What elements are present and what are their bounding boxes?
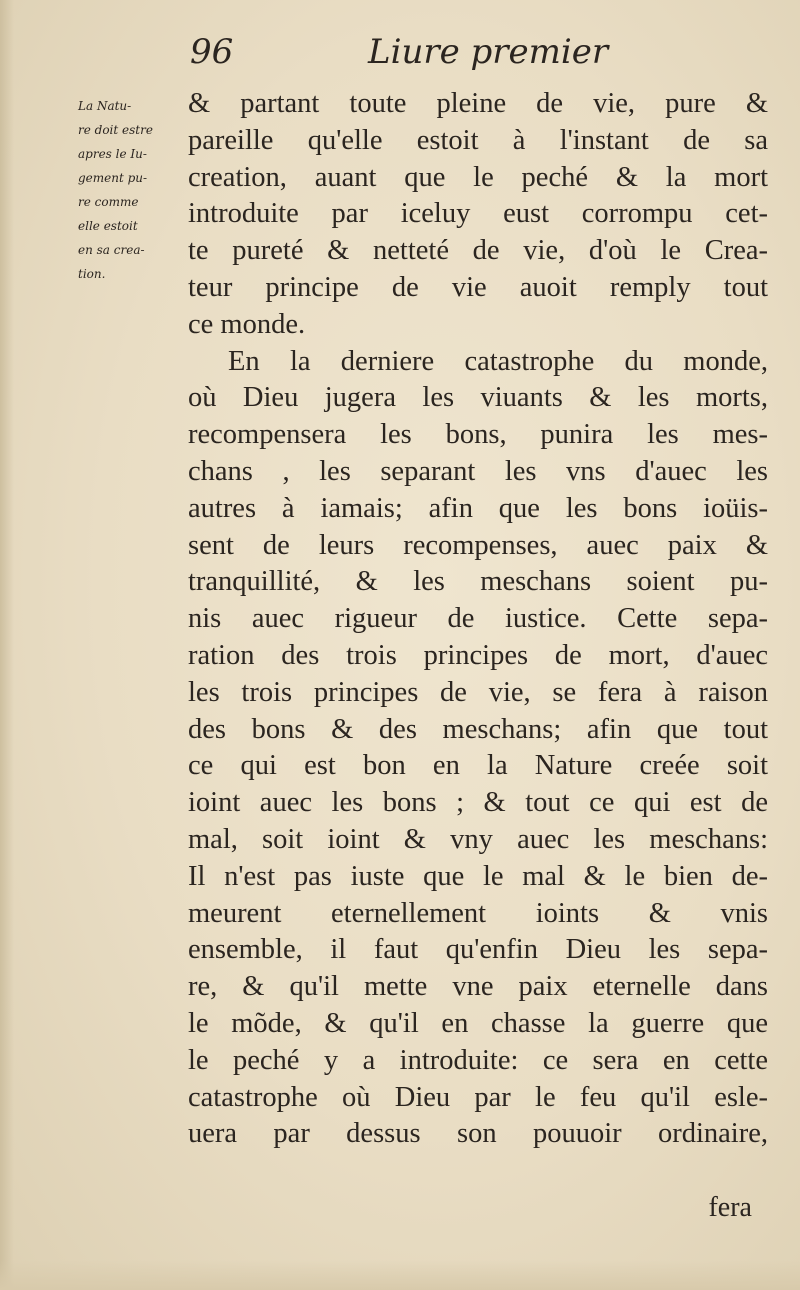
text-line: Il n'est pas iuste que le mal & le bien de-	[188, 860, 768, 892]
text-line: creation, auant que le peché & la mort	[188, 161, 768, 193]
text-line: tranquillité, & les meschans soient pu-	[188, 566, 768, 598]
margin-note-line: re comme	[78, 195, 139, 209]
text-line: sent de leurs recompenses, auec paix &	[188, 529, 768, 561]
margin-note-line: tion.	[78, 267, 106, 281]
running-title: Liure premier	[368, 32, 609, 72]
text-line: ce qui est bon en la Nature creée soit	[188, 750, 768, 782]
text-line: & partant toute pleine de vie, pure &	[188, 88, 768, 119]
text-line: où Dieu jugera les viuants & les morts,	[188, 382, 768, 414]
text-line: chans , les separant les vns d'auec les	[188, 455, 768, 487]
text-line: mal, soit ioint & vny auec les meschans:	[188, 823, 768, 855]
text-line: le mõde, & qu'il en chasse la guerre que	[188, 1007, 768, 1039]
margin-note-line: gement pu-	[78, 171, 148, 185]
text-line: catastrophe où Dieu par le feu qu'il esle-	[188, 1081, 768, 1113]
catchword: fera	[708, 1192, 752, 1223]
text-line: ce monde.	[188, 308, 306, 340]
text-line: nis auec rigueur de iustice. Cette sepa-	[188, 603, 768, 635]
page-bottom-shadow	[0, 1260, 800, 1290]
text-line: ensemble, il faut qu'enfin Dieu les sepa-	[188, 934, 768, 966]
text-line: ration des trois principes de mort, d'auec	[188, 639, 768, 671]
page-header	[0, 28, 800, 78]
text-line: le peché y a introduite: ce sera en cette	[188, 1044, 768, 1076]
text-line: En la derniere catastrophe du monde,	[228, 345, 768, 377]
margin-note-line: elle estoit	[78, 219, 138, 233]
margin-note-line: apres le Iu-	[78, 147, 147, 161]
margin-note-line: La Natu-	[78, 99, 132, 113]
text-line: te pureté & netteté de vie, d'où le Crea-	[188, 235, 768, 267]
text-line: pareille qu'elle estoit à l'instant de sa	[188, 124, 768, 156]
text-line: ioint auec les bons ; & tout ce qui est de	[188, 787, 768, 819]
margin-note	[78, 94, 188, 286]
margin-note-line: en sa crea-	[78, 243, 145, 257]
text-line: uera par dessus son pouuoir ordinaire,	[188, 1118, 768, 1150]
text-line: des bons & des meschans; afin que tout	[188, 713, 768, 745]
text-line: re, & qu'il mette vne paix eternelle dans	[188, 971, 768, 1003]
text-line: teur principe de vie auoit remply tout	[188, 271, 768, 303]
body-text	[188, 86, 768, 1153]
margin-note-line: re doit estre	[78, 123, 153, 137]
text-line: autres à iamais; afin que les bons ioüis-	[188, 492, 768, 524]
text-line: introduite par iceluy eust corrompu cet-	[188, 198, 768, 230]
page-number: 96	[190, 32, 234, 72]
page-fold-shadow	[0, 0, 14, 1290]
text-line: les trois principes de vie, se fera à raison	[188, 676, 768, 708]
text-line: recompensera les bons, punira les mes-	[188, 419, 768, 451]
text-line: meurent eternellement ioints & vnis	[188, 897, 768, 929]
